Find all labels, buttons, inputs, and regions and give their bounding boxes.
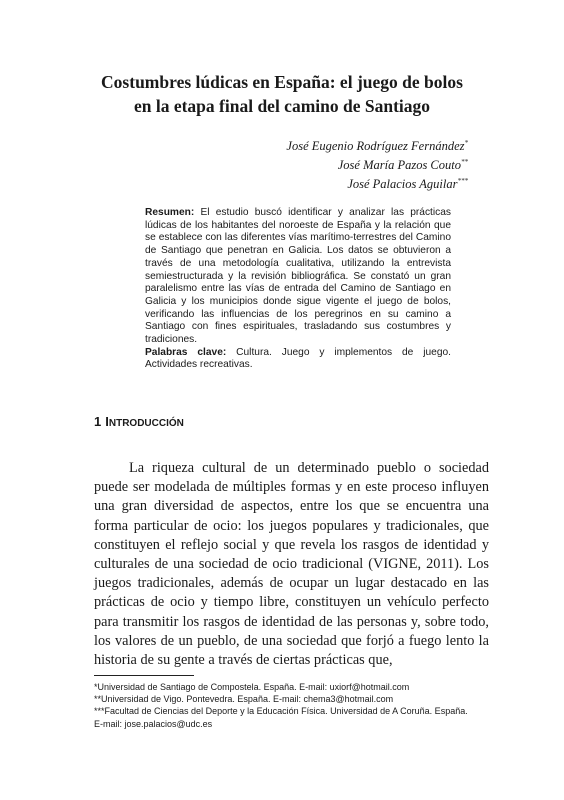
footnote-2: **Universidad de Vigo. Pontevedra. España. E-mail: chema3@hotmail.com <box>94 694 394 705</box>
keywords-paragraph <box>145 347 451 372</box>
paper-title <box>60 70 504 118</box>
title-line-2: en la etapa final del camino de Santiago <box>133 96 431 116</box>
author-mark: *** <box>457 177 468 185</box>
author-list <box>286 137 468 194</box>
abstract <box>145 207 451 372</box>
author-mark: * <box>464 139 468 147</box>
keywords-text: Cultura. Juego y implementos de juego. Actividades recreativas. <box>145 346 451 371</box>
author-3 <box>286 175 468 194</box>
keywords-label: Palabras clave: <box>145 346 227 358</box>
footnote-3: ***Facultad de Ciencias del Deporte y la Educación Física. Universidad de A Coruña. España. <box>94 706 468 717</box>
author-name: José Palacios Aguilar <box>347 177 458 191</box>
footnotes <box>94 681 494 730</box>
author-name: José María Pazos Couto <box>337 158 461 172</box>
footnote-divider <box>94 675 194 676</box>
abstract-text: El estudio buscó identificar y analizar las prácticas lúdicas de los habitantes del noroeste de España y la relación que se establece con las diferentes vías marítimo-terrestres del Camino de Santiago que penetran en Galicia. Los datos se obtuvieron a través de una metodología cualitativa, utilizando la entrevista semiestructurada y la revisión bibliográfica. Se constató un gran paralelismo entre las vías de entrada del Camino de Santiago en Galicia y los municipios donde sigue vigente el juego de bolos, verificando las influencias de los peregrinos en su camino a Santiago con fines espirituales, trasladando sus costumbres y tradiciones. <box>145 207 451 346</box>
section-number: 1 <box>94 414 102 429</box>
author-2 <box>286 156 468 175</box>
title-line-1: Costumbres lúdicas en España: el juego de bolos <box>101 72 463 92</box>
footnote-3-email: E-mail: jose.palacios@udc.es <box>94 718 213 729</box>
abstract-paragraph <box>145 207 451 347</box>
abstract-label: Resumen: <box>145 207 195 218</box>
footnote-1: *Universidad de Santiago de Compostela. España. E-mail: uxiorf@hotmail.com <box>94 682 410 692</box>
author-name: José Eugenio Rodríguez Fernández <box>286 139 465 153</box>
section-title-rest: NTRODUCCIÓN <box>108 418 184 429</box>
body-paragraph: La riqueza cultural de un determinado pueblo o sociedad puede ser modelada de múltiples formas y en este proceso influyen una gran diversidad de aspectos, entre los que se encuentra una forma particular de ocio: los juegos populares y tradicionales, que constituyen el reflejo social y que revela los rasgos de identidad y culturales de una sociedad de ocio tradicional (VIGNE, 2011). Los juegos tradicionales, además de ocupar un lugar destacado en las prácticas de ocio y tiempo libre, constituyen un vehículo perfecto para transmitir los rasgos de identidad de las personas y, sobre todo, los valores de un pueblo, de una sociedad que forjó a fuego lento la historia de su gente a través de ciertas prácticas que, <box>94 460 489 669</box>
author-mark: ** <box>461 158 468 166</box>
section-heading <box>94 414 184 429</box>
author-1 <box>286 137 468 156</box>
section-title-initial: I <box>105 414 109 429</box>
